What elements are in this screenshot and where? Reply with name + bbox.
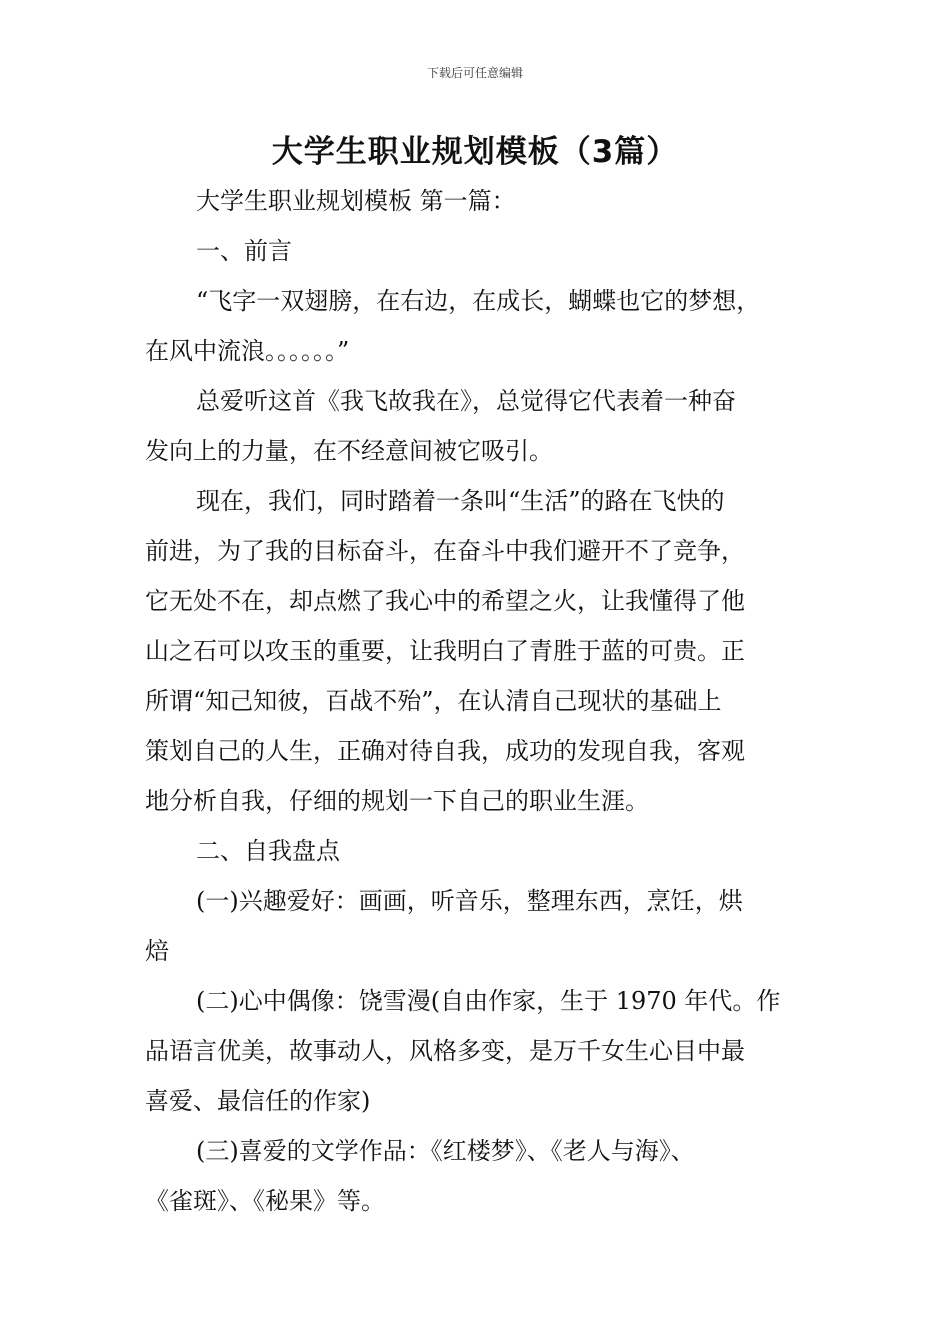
paragraph-line: (三)喜爱的文学作品：《红楼梦》、《老人与海》、 (196, 1137, 695, 1165)
paragraph-line: 在风中流浪。。。。。。” (145, 337, 350, 365)
paragraph-line: 山之石可以攻玉的重要，让我明白了青胜于蓝的可贵。正 (145, 637, 745, 665)
paragraph-line: 所谓“知己知彼，百战不殆”，在认清自己现状的基础上 (145, 687, 722, 715)
header-note: 下载后可任意编辑 (426, 66, 523, 80)
paragraph-line: 现在，我们，同时踏着一条叫“生活”的路在飞快的 (196, 487, 725, 515)
paragraph-line: 焙 (145, 937, 169, 965)
paragraph-line: 品语言优美，故事动人，风格多变，是万千女生心目中最 (145, 1037, 745, 1065)
section-heading: 一、前言 (196, 237, 292, 265)
paragraph-line: 策划自己的人生，正确对待自我，成功的发现自我，客观 (145, 737, 745, 765)
section-heading: 二、自我盘点 (196, 837, 340, 865)
paragraph-line: “飞字一双翅膀，在右边，在成长，蝴蝶也它的梦想， (196, 287, 761, 315)
paragraph-line: 喜爱、最信任的作家) (145, 1087, 371, 1115)
paragraph-line: 它无处不在，却点燃了我心中的希望之火，让我懂得了他 (145, 587, 745, 615)
paragraph-line: (一)兴趣爱好：画画，听音乐，整理东西，烹饪，烘 (196, 887, 743, 915)
paragraph-line: 发向上的力量，在不经意间被它吸引。 (145, 437, 553, 465)
paragraph-line: 前进，为了我的目标奋斗，在奋斗中我们避开不了竞争， (145, 537, 745, 565)
paragraph-line: (二)心中偶像：饶雪漫(自由作家，生于 1970 年代。作 (196, 987, 781, 1015)
section-heading: 大学生职业规划模板 第一篇： (196, 187, 516, 215)
paragraph-line: 地分析自我，仔细的规划一下自己的职业生涯。 (145, 787, 649, 815)
document-title: 大学生职业规划模板（3篇） (271, 134, 679, 170)
paragraph-line: 总爱听这首《我飞故我在》，总觉得它代表着一种奋 (196, 387, 736, 415)
paragraph-line: 《雀斑》、《秘果》等。 (145, 1187, 385, 1215)
